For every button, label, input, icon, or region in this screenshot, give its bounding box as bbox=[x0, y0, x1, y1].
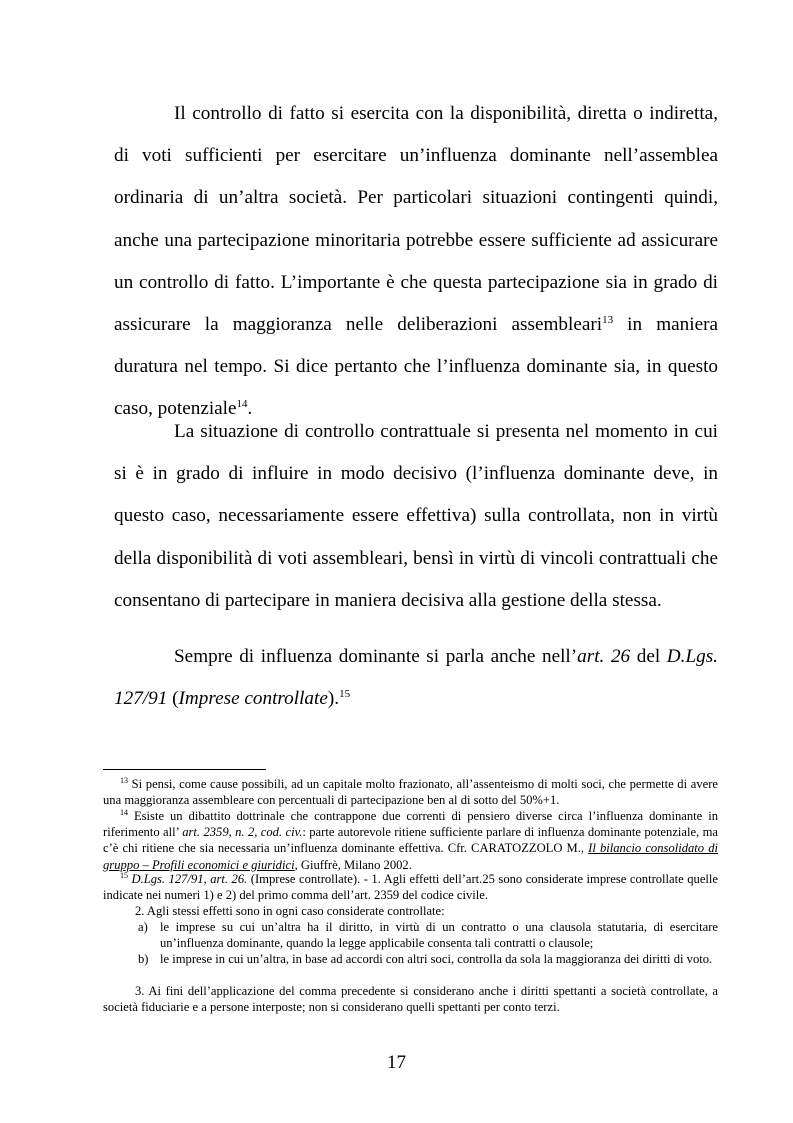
footnote-14 bbox=[103, 808, 718, 873]
paragraph-1-text-a: Il controllo di fatto si esercita con la disponibilità, diretta o indiretta, di voti sufficienti per esercitare un’influenza dominante nell’assemblea ordinaria di un’altra società. Per particolari situazioni contingenti quindi, anche una partecipazione minoritaria potrebbe essere sufficiente ad assicurare un controllo di fatto. L’importante è che questa partecipazione sia in grado di assicurare la maggioranza nelle deliberazioni assembleari bbox=[114, 103, 718, 336]
footnote-15-paragraph-2: 2. Agli stessi effetti sono in ogni caso considerate controllate: bbox=[135, 904, 445, 918]
paragraph-3-text-a: Sempre di influenza dominante si parla anche nell’ bbox=[174, 646, 578, 667]
footnote-14-number: 14 bbox=[120, 808, 128, 817]
law-title: Imprese controllate bbox=[178, 688, 328, 710]
paragraph-1-text-c: . bbox=[247, 398, 253, 420]
item-a-text: le imprese su cui un’altra ha il diritto, in virtù di un contratto o una clausola statutaria, di esercitare un’influenza dominante, quando la legge applicabile consenta tali contratti o clausole; bbox=[160, 920, 718, 951]
footnote-ref-15[interactable]: 15 bbox=[339, 688, 351, 701]
paragraph-3-text-d: ). bbox=[327, 688, 340, 710]
footnote-15-number: 15 bbox=[120, 871, 128, 880]
paragraph-3-text-b: del bbox=[630, 646, 667, 667]
footnote-13-number: 13 bbox=[120, 776, 128, 785]
footnote-15-paragraph-3: 3. Ai fini dell’applicazione del comma precedente si considerano anche i diritti spettanti a società controllate, a società fiduciarie e a persone interposte; non si considerano quelli spettanti per conto terzi. bbox=[103, 984, 718, 1015]
paragraph-2: La situazione di controllo contrattuale si presenta nel momento in cui si è in grado di influire in modo decisivo (l’influenza dominante deve, in questo caso, necessariamente essere effettiva) sulla controllata, non in virtù della disponibilità di voti assembleari, bensì in virtù di vincoli contrattuali che consentano di partecipare in maniera decisiva alla gestione della stessa. bbox=[114, 421, 718, 611]
footnote-14-citation: art. 2359, n. 2, cod. civ. bbox=[182, 825, 303, 840]
article-citation: art. 26 bbox=[577, 646, 631, 667]
item-a-label: a) bbox=[138, 920, 148, 934]
footnote-15-law: D.Lgs. 127/91, art. 26. bbox=[128, 872, 248, 886]
page-number: 17 bbox=[387, 1052, 406, 1073]
footnote-14-text-a: Esiste un dibattito dottrinale che contrappone due correnti di pensiero diverse circa l’influenza dominante in riferimento all’ bbox=[103, 809, 718, 840]
paragraph-1 bbox=[114, 93, 718, 431]
footnote-14-text-b: : parte autorevole ritiene sufficiente parlare di influenza dominante potenziale, ma c’è chi ritiene che sia necessaria un’influenza dominante effettiva. Cfr. CARATOZZOLO M., bbox=[103, 825, 718, 856]
footnote-separator bbox=[103, 769, 266, 770]
footnote-15-item-a bbox=[138, 919, 718, 951]
item-b-label: b) bbox=[138, 952, 149, 966]
paragraph-3-text-c: ( bbox=[167, 688, 179, 710]
paragraph-1-text-b: in maniera duratura nel tempo. Si dice pertanto che l’influenza dominante sia, in questo caso, potenziale bbox=[114, 314, 718, 420]
footnote-15 bbox=[103, 871, 718, 903]
footnote-13 bbox=[103, 776, 718, 808]
paragraph-3 bbox=[114, 636, 718, 720]
item-b-text: le imprese in cui un’altra, in base ad accordi con altri soci, controlla da sola la maggioranza dei diritti di voto. bbox=[160, 952, 713, 966]
footnote-15-text: (Imprese controllate). - 1. Agli effetti dell’art.25 sono considerate imprese controllate quelle indicate nei numeri 1) e 2) del primo comma dell’art. 2359 del codice civile. bbox=[103, 872, 718, 903]
footnote-15-item-b bbox=[138, 951, 718, 967]
footnote-13-text: Si pensi, come cause possibili, ad un capitale molto frazionato, all’assenteismo di molti soci, che permette di avere una maggioranza assembleare con percentuali di partecipazione ben al di sotto del 50%+1. bbox=[103, 777, 718, 808]
footnote-ref-14[interactable]: 14 bbox=[236, 398, 248, 411]
footnote-ref-13[interactable]: 13 bbox=[602, 314, 614, 327]
footnote-14-text-c: , Giuffrè, Milano 2002. bbox=[294, 857, 412, 872]
footnote-14-book-title: Il bilancio consolidato di gruppo – Profili economici e giuridici bbox=[103, 841, 718, 872]
law-citation: D.Lgs. 127/91 bbox=[114, 646, 718, 710]
